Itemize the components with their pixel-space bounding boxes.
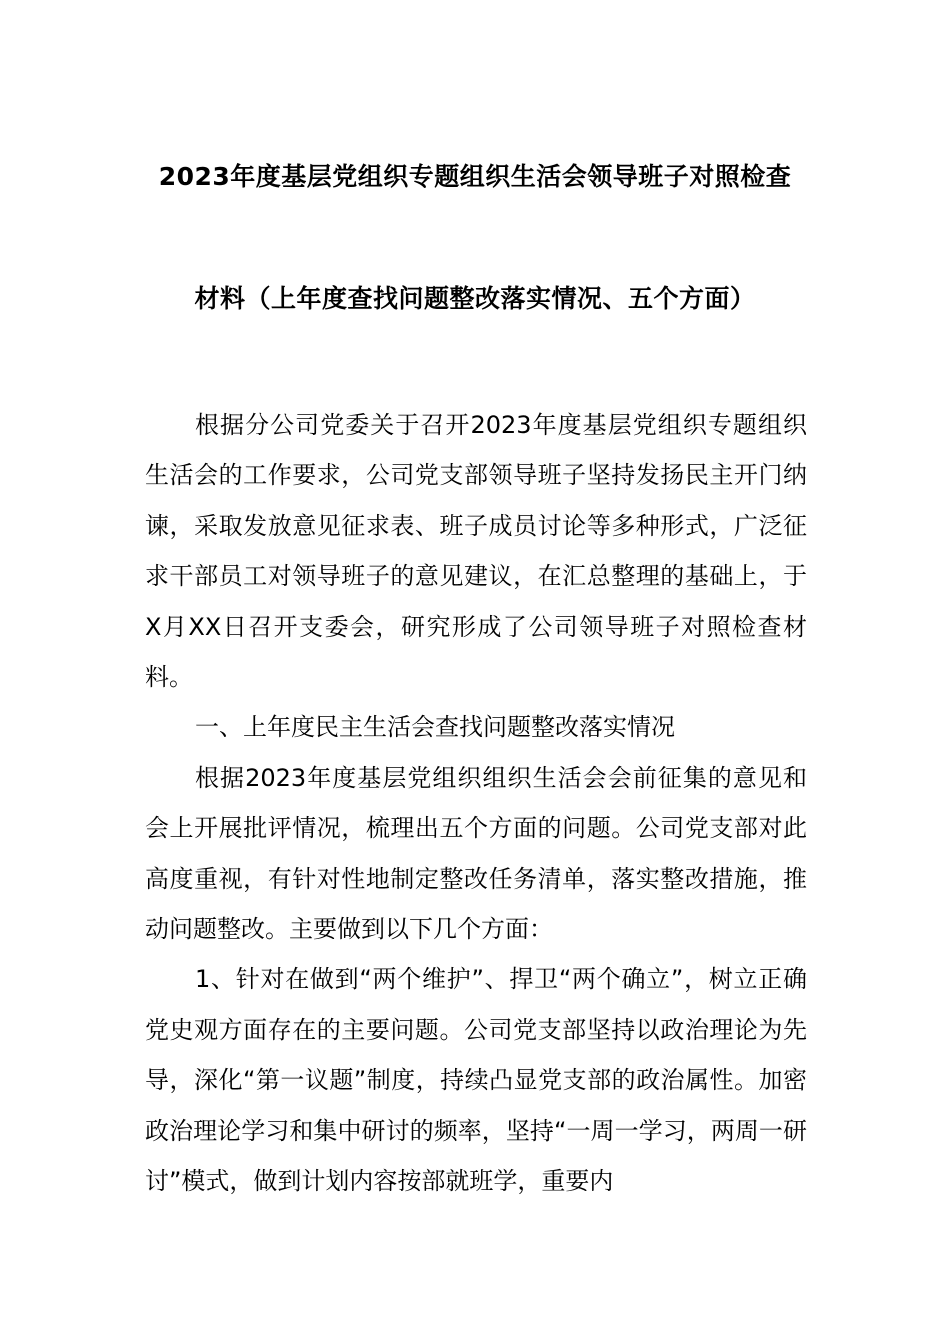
document-title-line-2: 材料（上年度查找问题整改落实情况、五个方面） bbox=[194, 284, 756, 313]
section-heading-1: 一、上年度民主生活会查找问题整改落实情况 bbox=[195, 713, 675, 742]
item-1-paragraph: 1、针对在做到“两个维护”、捍卫“两个确立”，树立正确党史观方面存在的主要问题。公司党支部坚持以政治理论为先导，深化“第一议题”制度，持续凸显党支部的政治属性。加密政治理论学习和集中研讨的频率，坚持“一周一学习，两周一研讨”模式，做到计划内容按部就班学，重要内 bbox=[145, 965, 807, 1196]
document-title-line-1: 2023年度基层党组织专题组织生活会领导班子对照检查 bbox=[158, 162, 792, 191]
section-1-paragraph: 根据2023年度基层党组织组织生活会会前征集的意见和会上开展批评情况，梳理出五个方面的问题。公司党支部对此高度重视，有针对性地制定整改任务清单，落实整改措施，推动问题整改。主要做到以下几个方面： bbox=[145, 763, 807, 944]
document-body bbox=[145, 400, 807, 1207]
intro-paragraph: 根据分公司党委关于召开2023年度基层党组织专题组织生活会的工作要求，公司党支部领导班子坚持发扬民主开门纳谏，采取发放意见征求表、班子成员讨论等多种形式，广泛征求干部员工对领导班子的意见建议，在汇总整理的基础上，于X月XX日召开支委会，研究形成了公司领导班子对照检查材料。 bbox=[145, 411, 807, 692]
